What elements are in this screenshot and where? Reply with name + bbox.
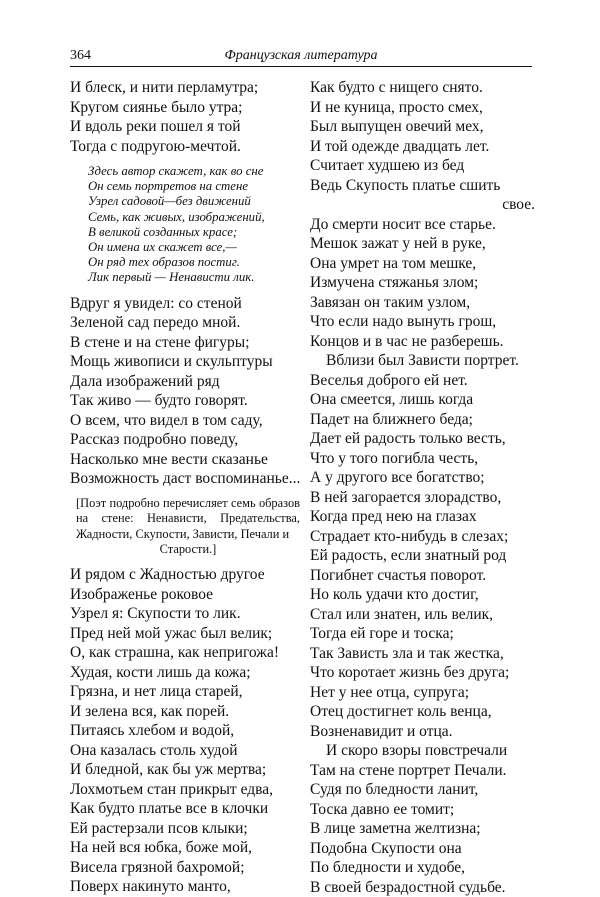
verse-line: Что если надо вынуть грош, [310,312,535,332]
verse-line: Когда пред нею на глазах [310,507,535,527]
verse-line: Возможность даст воспоминанье... [70,469,300,489]
verse-line: Нет у нее отца, супруга; [310,683,535,703]
verse-line: Был выпущен овечий мех, [310,117,535,137]
verse-line: Тоска давно ее томит; [310,800,535,820]
stanza-3 [70,565,300,897]
verse-line: В лице заметна желтизна; [310,819,535,839]
verse-line: Тогда ей горе и тоска; [310,624,535,644]
verse-line: Падет на ближнего беда; [310,410,535,430]
stanza-1 [70,78,300,156]
author-note [88,164,300,286]
note-line: Он ряд тех образов постиг. [88,255,300,270]
verse-line: Так живо — будто говорят. [70,391,300,411]
verse-line: Как будто платье все в клочки [70,799,300,819]
verse-line: Грязна, и нет лица старей, [70,682,300,702]
verse-line: Изображенье роковое [70,585,300,605]
page-number: 364 [70,48,91,64]
editor-note-text: [Поэт подробно перечисляет семь образов на стене: Ненависти, Предательства, Жадности, Скупости, Зависти, Печали и [76,496,300,541]
verse-line: Как будто с нищего снято. [310,78,535,98]
note-line: Он семь портретов на стене [88,179,300,194]
verse-line: Мешок зажат у ней в руке, [310,234,535,254]
verse-line: Ведь Скупость платье сшить [310,176,535,196]
verse-line: На ней вся юбка, боже мой, [70,838,300,858]
verse-line: Худая, кости лишь да кожа; [70,663,300,683]
verse-line: Измучена стяжанья злом; [310,273,535,293]
note-line: Здесь автор скажет, как во сне [88,164,300,179]
verse-line: Она умрет на том мешке, [310,254,535,274]
note-line: Семь, как живых, изображений, [88,210,300,225]
verse-line: В ней загорается злорадство, [310,488,535,508]
verse-line: И рядом с Жадностью другое [70,565,300,585]
verse-line: И не куница, просто смех, [310,98,535,118]
verse-line: Подобна Скупости она [310,839,535,859]
verse-line: Что у того погибла честь, [310,449,535,469]
verse-line: Возненавидит и отца. [310,722,535,742]
running-title: Французская литература [70,48,532,64]
verse-line: И вдоль реки пошел я той [70,117,300,137]
verse-line: Считает худшею из бед [310,156,535,176]
verse-line: Лохмотьем стан прикрыт едва, [70,780,300,800]
verse-line: Так Зависть зла и так жестка, [310,644,535,664]
verse-line: И зелена вся, как порей. [70,702,300,722]
verse-line: Она смеется, лишь когда [310,390,535,410]
verse-line: В своей безрадостной судьбе. [310,878,535,897]
verse-line: Поверх накинуто манто, [70,877,300,897]
verse-line: Что коротает жизнь без друга; [310,663,535,683]
verse-line: В стене и на стене фигуры; [70,333,300,353]
verse-line: Но коль удачи кто достиг, [310,585,535,605]
verse-line: Ей радость, если знатный род [310,546,535,566]
verse-line: Судя по бледности ланит, [310,780,535,800]
verse-line: Насколько мне вести сказанье [70,450,300,470]
verse-line: И той одежде двадцать лет. [310,137,535,157]
header-rule [70,66,532,67]
verse-line: И блеск, и нити перламутра; [70,78,300,98]
verse-line: Питаясь хлебом и водой, [70,721,300,741]
note-line: В великой созданных красе; [88,225,300,240]
verse-line: До смерти носит все старье. [310,215,535,235]
note-line: Он имена их скажет все,— [88,240,300,255]
verse-line: Завязан он таким узлом, [310,293,535,313]
stanza-2 [70,294,300,489]
verse-line: Там на стене портрет Печали. [310,761,535,781]
verse-line: Веселья доброго ей нет. [310,371,535,391]
verse-line: Отец достигнет коль венца, [310,702,535,722]
verse-line: Рассказ подробно поведу, [70,430,300,450]
verse-line: Узрел я: Скупости то лик. [70,604,300,624]
verse-line: Стал или знатен, иль велик, [310,605,535,625]
verse-line: Висела грязной бахромой; [70,858,300,878]
verse-line: Вдруг я увидел: со стеной [70,294,300,314]
verse-line: Концов и в час не разберешь. [310,332,535,352]
verse-line: Страдает кто-нибудь в слезах; [310,527,535,547]
verse-line: Погибнет счастья поворот. [310,566,535,586]
editor-note [76,496,300,558]
verse-line: Ей растерзали псов клыки; [70,819,300,839]
verse-line: О, как страшна, как непригожа! [70,643,300,663]
verse-line: Пред ней мой ужас был велик; [70,624,300,644]
verse-line: О всем, что видел в том саду, [70,411,300,431]
verse-line: Дает ей радость только весть, [310,429,535,449]
verse-line-continuation: свое. [310,195,535,215]
verse-line-indented: Вблизи был Зависти портрет. [310,351,535,371]
verse-line: Тогда с подругою-мечтой. [70,137,300,157]
verse-line: Зеленой сад передо мной. [70,313,300,333]
verse-line: Дала изображений ряд [70,372,300,392]
verse-line: И бледной, как бы уж мертва; [70,760,300,780]
verse-line: Мощь живописи и скульптуры [70,352,300,372]
note-line: Узрел садовой—без движений [88,194,300,209]
verse-line: По бледности и худобе, [310,858,535,878]
verse-line: А у другого все богатство; [310,468,535,488]
verse-line: Кругом сиянье было утра; [70,98,300,118]
verse-line: Она казалась столь худой [70,741,300,761]
left-column [70,78,300,897]
note-line: Лик первый — Ненависти лик. [88,270,300,285]
editor-note-end: Старости.] [76,542,300,558]
verse-line-indented: И скоро взоры повстречали [310,741,535,761]
right-column [310,78,535,897]
page-header [70,40,532,66]
